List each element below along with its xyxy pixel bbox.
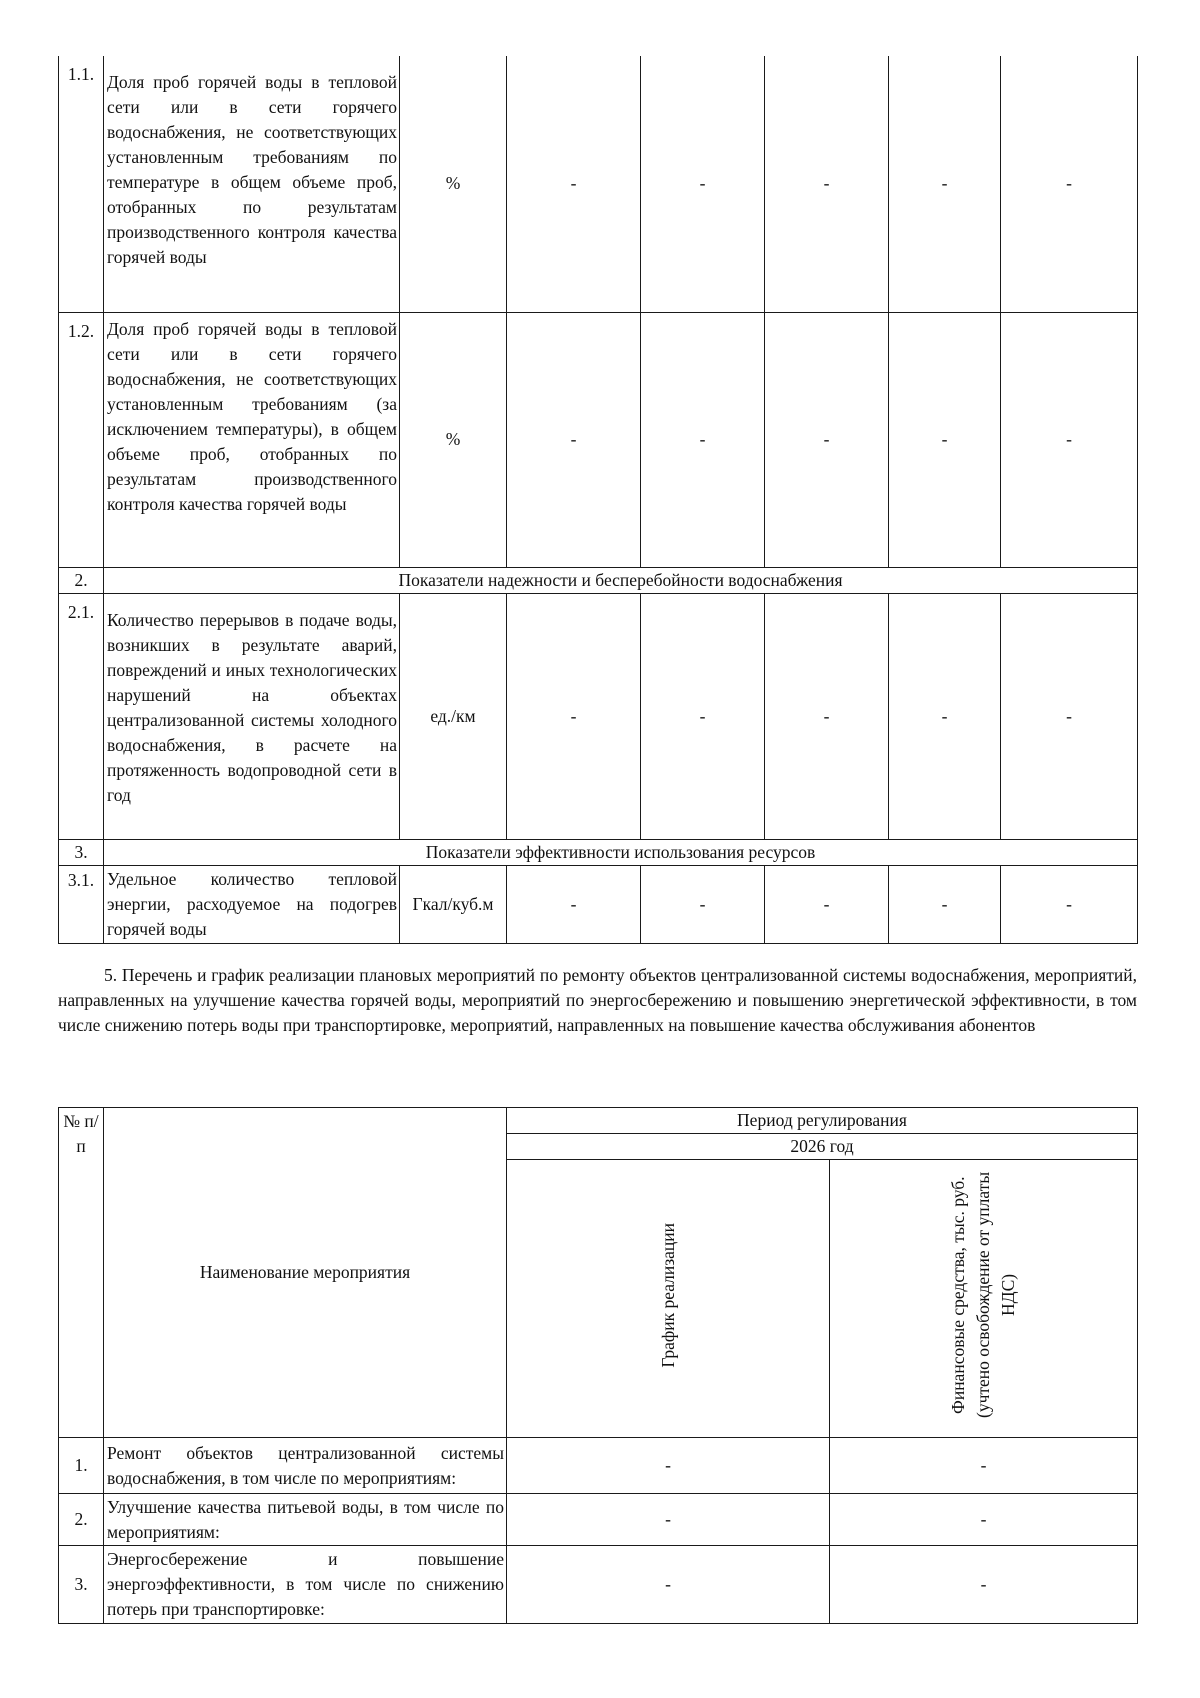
schedule-header <box>507 1160 830 1438</box>
schedule-cell: - <box>507 1546 830 1624</box>
section-title: Показатели надежности и бесперебойности водоснабжения <box>104 567 1138 593</box>
table-row <box>59 1438 1138 1494</box>
table-row <box>59 312 1138 567</box>
value-cell: - <box>1001 593 1138 839</box>
unit-cell: Гкал/куб.м <box>400 865 507 943</box>
section-title: Показатели эффективности использования ресурсов <box>104 839 1138 865</box>
row-number: 1.1. <box>59 56 104 312</box>
header-row <box>59 1108 1138 1134</box>
value-cell: - <box>507 865 641 943</box>
measure-name: Энергосбережение и повышение энергоэффективности, в том числе по снижению потерь при транспортировке: <box>104 1546 507 1624</box>
value-cell: - <box>765 865 889 943</box>
value-cell: - <box>765 593 889 839</box>
indicator-description: Удельное количество тепловой энергии, расходуемое на подогрев горячей воды <box>104 865 400 943</box>
value-cell: - <box>889 56 1001 312</box>
section-number: 3. <box>59 839 104 865</box>
finance-cell: - <box>830 1546 1138 1624</box>
value-cell: - <box>1001 312 1138 567</box>
finance-cell: - <box>830 1438 1138 1494</box>
row-number: 1. <box>59 1438 104 1494</box>
value-cell: - <box>765 312 889 567</box>
period-header: Период регулирования <box>507 1108 1138 1134</box>
name-header: Наименование мероприятия <box>104 1108 507 1438</box>
value-cell: - <box>889 865 1001 943</box>
table-row <box>59 1546 1138 1624</box>
table-row <box>59 56 1138 312</box>
table-row <box>59 1494 1138 1546</box>
row-number: 3. <box>59 1546 104 1624</box>
row-number: 2.1. <box>59 593 104 839</box>
section-number: 2. <box>59 567 104 593</box>
schedule-cell: - <box>507 1494 830 1546</box>
value-cell: - <box>889 312 1001 567</box>
schedule-header-text: График реализации <box>657 1222 678 1368</box>
measure-name: Улучшение качества питьевой воды, в том числе по мероприятиям: <box>104 1494 507 1546</box>
unit-cell: ед./км <box>400 593 507 839</box>
row-number: 2. <box>59 1494 104 1546</box>
number-header: № п/п <box>59 1108 104 1438</box>
value-cell: - <box>641 312 765 567</box>
section-row <box>59 567 1138 593</box>
finance-header-text: Финансовые средства, тыс. руб. (учтено освобождение от уплаты НДС) <box>948 1171 1018 1419</box>
row-number: 1.2. <box>59 312 104 567</box>
value-cell: - <box>889 593 1001 839</box>
indicator-description: Доля проб горячей воды в тепловой сети или в сети горячего водоснабжения, не соответствующих установленным требованиям по температуре в общем объеме проб, отобранных по результатам производственного контроля качества горячей воды <box>104 56 400 312</box>
indicators-table <box>58 56 1138 944</box>
value-cell: - <box>1001 56 1138 312</box>
table-row <box>59 865 1138 943</box>
value-cell: - <box>641 865 765 943</box>
indicator-description: Количество перерывов в подаче воды, возникших в результате аварий, повреждений и иных технологических нарушений на объектах централизованной системы холодного водоснабжения, в расчете на протяженность водопроводной сети в год <box>104 593 400 839</box>
value-cell: - <box>507 593 641 839</box>
section-row <box>59 839 1138 865</box>
table-row <box>59 593 1138 839</box>
unit-cell: % <box>400 312 507 567</box>
value-cell: - <box>507 56 641 312</box>
value-cell: - <box>507 312 641 567</box>
year-header: 2026 год <box>507 1134 1138 1160</box>
measure-name: Ремонт объектов централизованной системы водоснабжения, в том числе по мероприятиям: <box>104 1438 507 1494</box>
finance-header <box>830 1160 1138 1438</box>
finance-cell: - <box>830 1494 1138 1546</box>
indicator-description: Доля проб горячей воды в тепловой сети или в сети горячего водоснабжения, не соответствующих установленным требованиям (за исключением температуры), в общем объеме проб, отобранных по результатам производственного контроля качества горячей воды <box>104 312 400 567</box>
section-5-paragraph: 5. Перечень и график реализации плановых мероприятий по ремонту объектов централизованной системы водоснабжения, мероприятий, направленных на улучшение качества горячей воды, мероприятий по энергосбережению и повышению энергетической эффективности, в том числе снижению потерь воды при транспортировке, мероприятий, направленных на повышение качества обслуживания абонентов <box>58 965 1137 1035</box>
measures-table <box>58 1107 1138 1624</box>
row-number: 3.1. <box>59 865 104 943</box>
value-cell: - <box>641 56 765 312</box>
unit-cell: % <box>400 56 507 312</box>
value-cell: - <box>765 56 889 312</box>
value-cell: - <box>1001 865 1138 943</box>
schedule-cell: - <box>507 1438 830 1494</box>
value-cell: - <box>641 593 765 839</box>
